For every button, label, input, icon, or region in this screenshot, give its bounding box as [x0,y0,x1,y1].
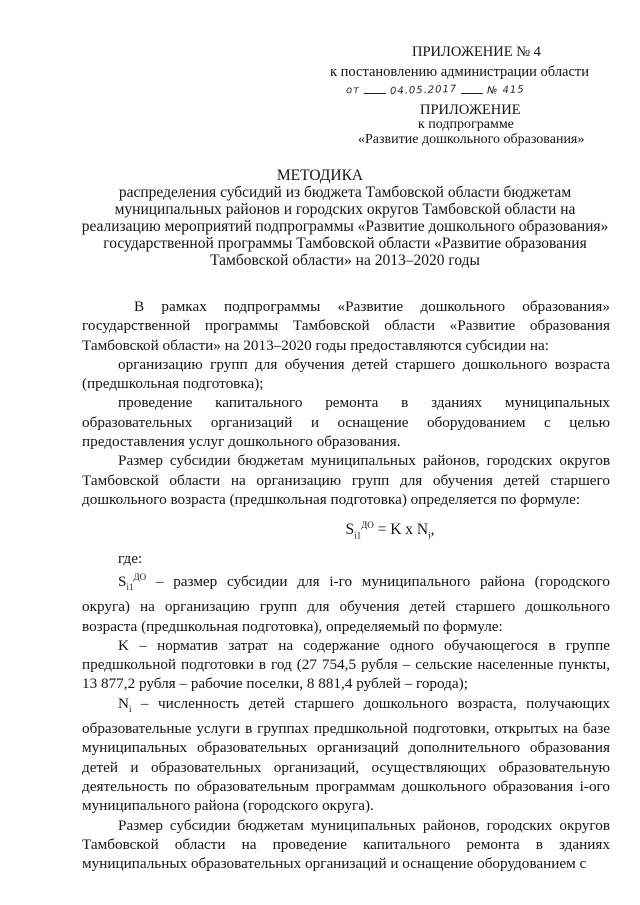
def-n-symbol: N [118,694,129,712]
formula-n-sub: i [428,530,431,541]
methodology-subtitle [70,184,620,269]
methodology-title: МЕТОДИКА [276,167,364,184]
subtitle-line: государственной программы Тамбовской области «Развитие образования [103,235,587,252]
def-s-symbol: S [118,572,127,590]
subtitle-line: реализацию мероприятий подпрограммы «Развитие дошкольного образования» [81,218,609,235]
paragraph-size: Размер субсидии бюджетам муниципальных районов, городских округов Тамбовской области на организацию групп для обучения детей старшего дошкольного возраста (предшкольная подготовка) определяется по формуле: [82,452,610,508]
def-s-sup: ДО [133,571,147,582]
subtitle-line: муниципальных районов и городских округов Тамбовской области на [114,201,576,218]
paragraph-intro: В рамках подпрограммы «Развитие дошкольного образования» государственной программы Тамбовской области «Развитие образования Тамбовской области» на 2013–2020 годы предоставляются субсидии на: [82,298,610,354]
formula-rhs: = K x N [373,521,429,539]
document-body [82,297,610,873]
def-n-text: – численность детей старшего дошкольного возраста, получающих образовательные услуги в группах предшкольной подготовки, открытых на базе муниципальных образовательных организаций дополнительного образования детей и образовательных организаций, осуществляющих образовательную деятельность по образовательным программам дошкольного образования i-ого муниципального района (городского округа). [82,694,610,815]
where-label: где: [118,549,143,567]
def-n-sub: i [128,703,132,714]
handwritten-number: № 415 [487,84,526,97]
paragraph-item-2: проведение капитального ремонта в зданиях муниципальных образовательных организаций и оснащение оборудованием с целью предоставления услуг дошкольного образования. [82,394,610,451]
underline [461,85,483,94]
subprogram-name: «Развитие дошкольного образования» [358,132,585,147]
def-s-text: – размер субсидии для i-го муниципального района (городского округа) на организацию групп для обучения детей старшего дошкольного возраста (предшкольная подготовка), определяемый по формуле: [82,572,610,635]
handwritten-date-prefix: от [345,84,361,97]
paragraph-item-1: организацию групп для обучения детей старшего дошкольного возраста (предшкольная подготовка); [82,355,610,393]
formula-s: S [345,521,355,539]
handwritten-date: 04.05.2017 [389,83,458,98]
appendix-title: ПРИЛОЖЕНИЕ № 4 [412,44,541,60]
formula-comma: , [430,521,435,539]
to-resolution: к постановлению администрации области [330,64,590,80]
formula-s-sub: i1 [354,530,362,541]
definition-n [82,694,610,816]
appendix2-title: ПРИЛОЖЕНИЕ [420,102,521,118]
formula [82,520,610,540]
def-s-sub: i1 [126,581,134,592]
definition-k: K – норматив затрат на содержание одного обучающегося в группе предшкольной подготовки в год (27 754,5 рубля – сельские населенные пункты, 13 877,2 рубля – рабочие поселки, 8 881,4 рублей – города); [82,636,610,693]
subtitle-line: Тамбовской области» на 2013–2020 годы [210,252,480,269]
definition-s [82,568,610,636]
to-subprogram: к подпрограмме [418,117,514,132]
formula-s-sup: ДО [361,520,374,531]
underline [364,85,386,94]
subtitle-line: распределения субсидий из бюджета Тамбовской области бюджетам [118,184,572,201]
handwritten-date-line [346,80,525,98]
paragraph-repair: Размер субсидии бюджетам муниципальных районов, городских округов Тамбовской области на проведение капитального ремонта в зданиях муниципальных образовательных организаций и оснащение оборудованием с [82,816,610,873]
